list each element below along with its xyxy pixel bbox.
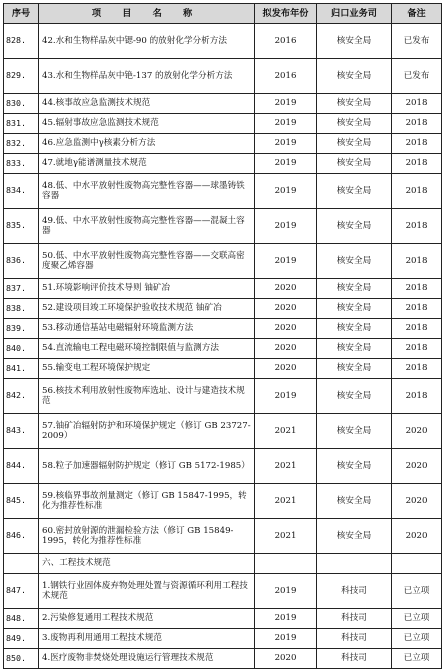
row-dept: 核安全局 (317, 414, 392, 449)
row-seq: 845. (4, 484, 39, 519)
row-note: 2018 (392, 134, 442, 154)
row-title: 55.输变电工程环境保护规定 (39, 359, 255, 379)
row-dept: 核安全局 (317, 154, 392, 174)
row-dept: 核安全局 (317, 449, 392, 484)
table-row (4, 449, 442, 484)
row-note: 2018 (392, 319, 442, 339)
table-row (4, 94, 442, 114)
row-dept: 核安全局 (317, 359, 392, 379)
table-row (4, 319, 442, 339)
table-row (4, 299, 442, 319)
table-row (4, 174, 442, 209)
section-row (4, 554, 442, 574)
row-year: 2020 (255, 299, 317, 319)
row-year: 2021 (255, 519, 317, 554)
row-seq: 836. (4, 244, 39, 279)
row-title: 58.粒子加速器辐射防护规定（修订 GB 5172-1985） (39, 449, 255, 484)
row-title: 46.应急监测中γ核素分析方法 (39, 134, 255, 154)
row-note: 2018 (392, 94, 442, 114)
standards-table-container (3, 3, 442, 669)
table-row (4, 379, 442, 414)
row-title: 45.辐射事故应急监测技术规范 (39, 114, 255, 134)
row-title: 1.钢铁行业固体废弃物处理处置与资源循环利用工程技术规范 (39, 574, 255, 609)
row-seq: 830. (4, 94, 39, 114)
standards-table (3, 3, 442, 669)
row-year: 2019 (255, 154, 317, 174)
header-note: 备注 (392, 4, 442, 24)
row-note: 2018 (392, 209, 442, 244)
row-dept: 核安全局 (317, 299, 392, 319)
row-dept: 科技司 (317, 574, 392, 609)
row-year: 2019 (255, 574, 317, 609)
row-year: 2021 (255, 484, 317, 519)
row-seq: 829. (4, 59, 39, 94)
row-title: 53.移动通信基站电磁辐射环境监测方法 (39, 319, 255, 339)
row-year: 2016 (255, 24, 317, 59)
row-title: 48.低、中水平放射性废物高完整性容器——球墨铸铁容器 (39, 174, 255, 209)
row-dept: 核安全局 (317, 379, 392, 414)
row-title: 59.核临界事故剂量测定（修订 GB 15847-1995，转化为推荐性标准 (39, 484, 255, 519)
row-note: 2018 (392, 154, 442, 174)
section-empty-cell (392, 554, 442, 574)
table-row (4, 484, 442, 519)
row-note: 2018 (392, 299, 442, 319)
row-title: 49.低、中水平放射性废物高完整性容器——混凝土容器 (39, 209, 255, 244)
row-dept: 核安全局 (317, 279, 392, 299)
row-dept: 科技司 (317, 629, 392, 649)
table-row (4, 519, 442, 554)
table-row (4, 134, 442, 154)
row-title: 42.水和生物样品灰中锶-90 的放射化学分析方法 (39, 24, 255, 59)
row-seq: 834. (4, 174, 39, 209)
row-title: 52.建设项目竣工环境保护验收技术规范 铀矿冶 (39, 299, 255, 319)
row-title: 43.水和生物样品灰中铯-137 的放射化学分析方法 (39, 59, 255, 94)
table-row (4, 114, 442, 134)
table-row (4, 244, 442, 279)
row-year: 2019 (255, 244, 317, 279)
row-title: 51.环境影响评价技术导则 铀矿冶 (39, 279, 255, 299)
row-seq: 847. (4, 574, 39, 609)
row-seq: 850. (4, 649, 39, 669)
row-year: 2019 (255, 379, 317, 414)
row-dept: 核安全局 (317, 134, 392, 154)
row-seq: 841. (4, 359, 39, 379)
row-note: 2018 (392, 244, 442, 279)
section-empty-cell (255, 554, 317, 574)
table-row (4, 154, 442, 174)
row-dept: 科技司 (317, 649, 392, 669)
row-seq: 848. (4, 609, 39, 629)
row-note: 2020 (392, 414, 442, 449)
row-note: 2020 (392, 484, 442, 519)
row-title: 44.核事故应急监测技术规范 (39, 94, 255, 114)
row-note: 已发布 (392, 24, 442, 59)
row-dept: 核安全局 (317, 319, 392, 339)
row-title: 57.铀矿冶辐射防护和环境保护规定（修订 GB 23727-2009） (39, 414, 255, 449)
row-year: 2021 (255, 414, 317, 449)
row-note: 2018 (392, 379, 442, 414)
row-note: 2018 (392, 339, 442, 359)
table-row (4, 574, 442, 609)
row-seq: 831. (4, 114, 39, 134)
row-dept: 核安全局 (317, 244, 392, 279)
row-seq: 844. (4, 449, 39, 484)
row-seq: 839. (4, 319, 39, 339)
row-year: 2020 (255, 649, 317, 669)
row-title: 60.密封放射源的泄漏检验方法（修订 GB 15849-1995，转化为推荐性标准 (39, 519, 255, 554)
row-seq: 837. (4, 279, 39, 299)
row-year: 2019 (255, 114, 317, 134)
row-year: 2020 (255, 279, 317, 299)
row-note: 已立项 (392, 649, 442, 669)
row-year: 2019 (255, 209, 317, 244)
row-note: 2018 (392, 359, 442, 379)
row-note: 已发布 (392, 59, 442, 94)
row-seq: 835. (4, 209, 39, 244)
row-title: 50.低、中水平放射性废物高完整性容器——交联高密度聚乙烯容器 (39, 244, 255, 279)
table-row (4, 59, 442, 94)
row-dept: 核安全局 (317, 114, 392, 134)
table-row (4, 209, 442, 244)
row-seq: 842. (4, 379, 39, 414)
row-seq: 838. (4, 299, 39, 319)
row-dept: 核安全局 (317, 484, 392, 519)
table-row (4, 359, 442, 379)
row-seq: 828. (4, 24, 39, 59)
row-title: 47.就地γ能谱测量技术规范 (39, 154, 255, 174)
table-row (4, 339, 442, 359)
row-seq: 846. (4, 519, 39, 554)
row-year: 2020 (255, 359, 317, 379)
row-year: 2019 (255, 134, 317, 154)
row-title: 56.核技术利用放射性废物库选址、设计与建造技术规范 (39, 379, 255, 414)
row-seq: 833. (4, 154, 39, 174)
row-note: 已立项 (392, 574, 442, 609)
table-row (4, 414, 442, 449)
row-note: 2020 (392, 519, 442, 554)
row-year: 2019 (255, 609, 317, 629)
row-dept: 核安全局 (317, 519, 392, 554)
row-seq: 840. (4, 339, 39, 359)
row-dept: 核安全局 (317, 24, 392, 59)
table-row (4, 24, 442, 59)
row-year: 2019 (255, 629, 317, 649)
table-body (4, 24, 442, 669)
row-note: 已立项 (392, 609, 442, 629)
row-year: 2019 (255, 94, 317, 114)
section-title: 六、工程技术规范 (39, 554, 255, 574)
table-header-row (4, 4, 442, 24)
row-title: 3.废物再利用通用工程技术规范 (39, 629, 255, 649)
row-year: 2019 (255, 174, 317, 209)
table-row (4, 279, 442, 299)
row-dept: 核安全局 (317, 174, 392, 209)
row-dept: 核安全局 (317, 339, 392, 359)
row-dept: 核安全局 (317, 94, 392, 114)
row-seq: 832. (4, 134, 39, 154)
row-year: 2020 (255, 319, 317, 339)
row-year: 2016 (255, 59, 317, 94)
row-title: 2.污染修复通用工程技术规范 (39, 609, 255, 629)
header-seq: 序号 (4, 4, 39, 24)
row-dept: 核安全局 (317, 59, 392, 94)
header-year: 拟发布年份 (255, 4, 317, 24)
row-year: 2020 (255, 339, 317, 359)
row-dept: 科技司 (317, 609, 392, 629)
row-seq: 849. (4, 629, 39, 649)
row-year: 2021 (255, 449, 317, 484)
row-note: 2018 (392, 279, 442, 299)
row-note: 已立项 (392, 629, 442, 649)
row-title: 54.直流输电工程电磁环境控制限值与监测方法 (39, 339, 255, 359)
table-row (4, 629, 442, 649)
section-empty-cell (317, 554, 392, 574)
table-row (4, 609, 442, 629)
header-title: 项 目 名 称 (39, 4, 255, 24)
row-title: 4.医疗废物非焚烧处理设施运行管理技术规范 (39, 649, 255, 669)
row-note: 2018 (392, 114, 442, 134)
row-note: 2018 (392, 174, 442, 209)
row-note: 2020 (392, 449, 442, 484)
section-seq-empty (4, 554, 39, 574)
row-seq: 843. (4, 414, 39, 449)
header-dept: 归口业务司 (317, 4, 392, 24)
table-row (4, 649, 442, 669)
row-dept: 核安全局 (317, 209, 392, 244)
